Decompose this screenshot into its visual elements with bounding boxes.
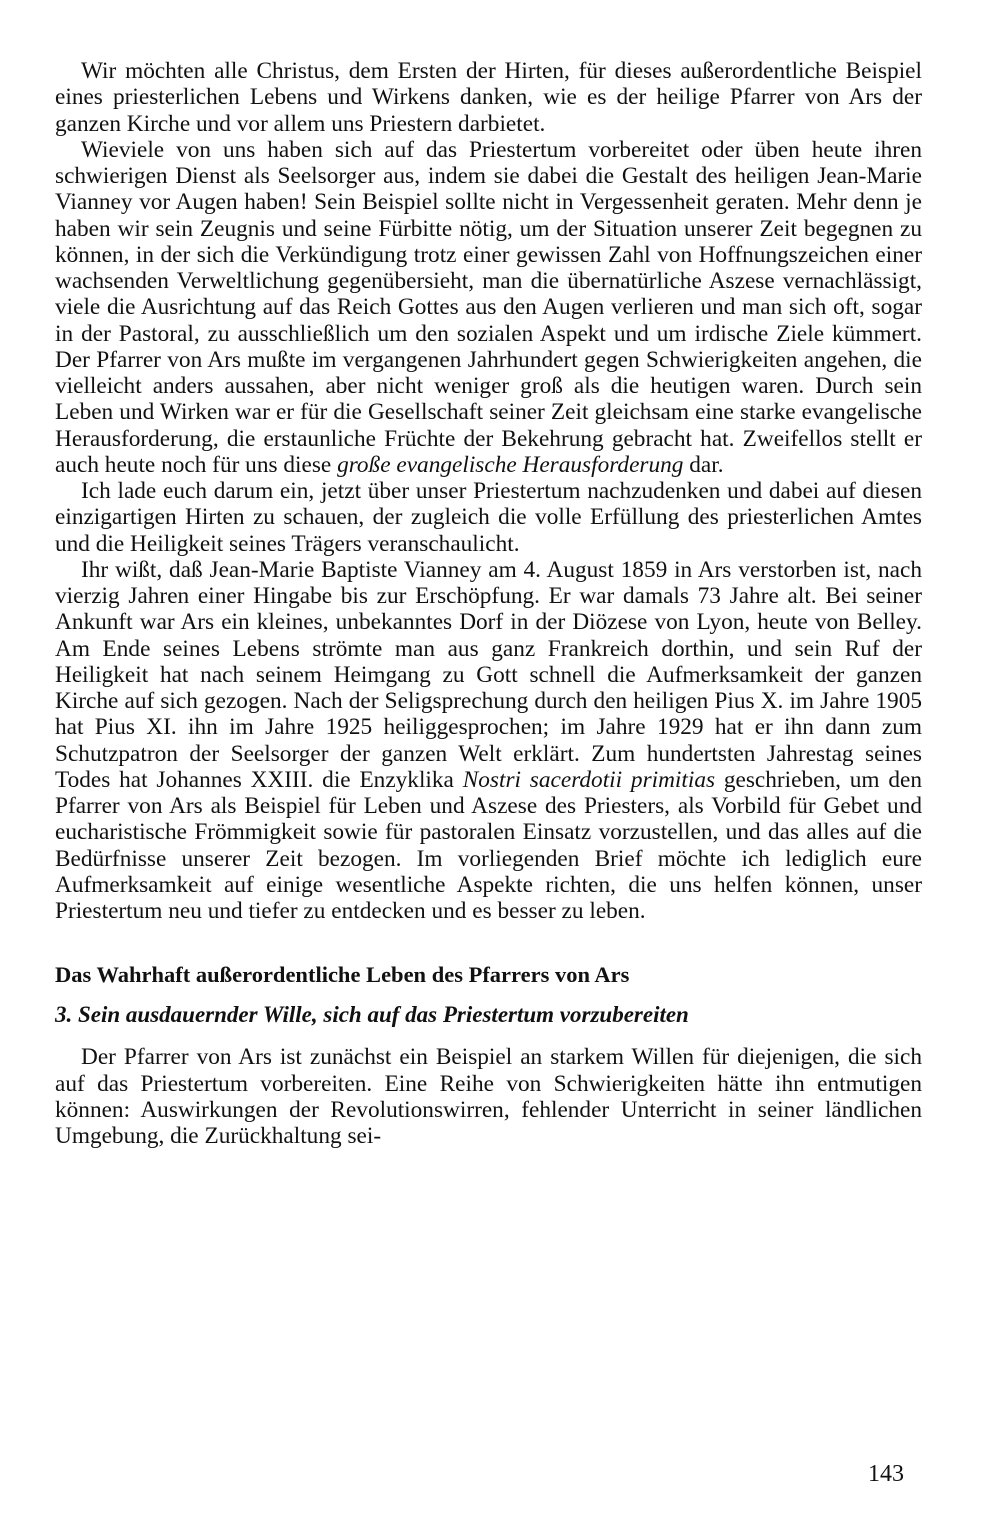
paragraph-thanks <box>55 58 922 137</box>
paragraph-biography <box>55 557 922 925</box>
paragraph-invitation-text: Ich lade euch darum ein, jetzt über unser Priestertum nachzudenken und dabei auf diesen einzigartigen Hirten zu schauen, der zugleich die volle Erfüllung des priesterlichen Amtes und die Heiligkeit seines Trägers veranschaulicht. <box>55 478 922 557</box>
paragraph-priesthood-text: Wieviele von uns haben sich auf das Priestertum vorbereitet oder üben heute ihren schwierigen Dienst als Seelsorger aus, indem sie dabei die Gestalt des heiligen Jean-Marie Vianney vor Augen haben! Sein Beispiel sollte nicht in Vergessenheit geraten. Mehr denn je haben wir sein Zeugnis und seine Fürbitte nötig, um der Situation unserer Zeit begegnen zu können, in der sich die Verkündigung trotz einer gewissen Zahl von Hoffnungszeichen einer wachsenden Verweltlichung gegenübersieht, man die übernatürliche Aszese vernachlässigt, viele die Ausrichtung auf das Reich Gottes aus den Augen verlieren und man sich oft, sogar in der Pastoral, zu ausschließlich um den sozialen Aspekt und um irdische Ziele kümmert. Der Pfarrer von Ars mußte im vergangenen Jahrhundert gegen Schwierigkeiten angehen, die vielleicht anders aussahen, aber nicht weniger groß als die heutigen waren. Durch sein Leben und Wirken war er für die Gesellschaft seiner Zeit gleichsam eine starke evangelische Herausforderung, die erstaunliche Früchte der Bekehrung gebracht hat. Zweifellos stellt er auch heute noch für uns diese <box>55 136 922 478</box>
section-heading: Das Wahrhaft außerordentliche Leben des Pfarrers von Ars <box>55 962 630 988</box>
paragraph-will <box>55 1044 922 1149</box>
document-page <box>55 58 922 1149</box>
paragraph-biography-tail: geschrieben, um den Pfarrer von Ars als Beispiel für Leben und Aszese des Priesters, als Vorbild für Gebet und eucharistische Frömmigkeit sowie für pastoralen Einsatz vorzustellen, und das alles auf die Bedürfnisse unserer Zeit bezogen. Im vorliegenden Brief möchte ich lediglich eure Aufmerksamkeit auf einige wesentliche Aspekte richten, die uns helfen können, unser Priestertum neu und tiefer zu entdecken und es besser zu leben. <box>55 766 922 924</box>
paragraph-invitation <box>55 478 922 557</box>
sub-heading: 3. Sein ausdauernder Wille, sich auf das Priestertum vorzubereiten <box>55 1002 689 1028</box>
paragraph-priesthood <box>55 137 922 478</box>
paragraph-priesthood-tail: dar. <box>683 451 724 478</box>
page-number: 143 <box>868 1461 904 1487</box>
paragraph-thanks-text: Wir möchten alle Christus, dem Ersten der Hirten, für dieses außerordentliche Beispiel eines priesterlichen Lebens und Wirkens danken, wie es der heilige Pfarrer von Ars der ganzen Kirche und vor allem uns Priestern darbietet. <box>55 58 922 137</box>
paragraph-biography-italic: Nostri sacerdotii primitias <box>462 766 716 793</box>
paragraph-biography-text: Ihr wißt, daß Jean-Marie Baptiste Vianney am 4. August 1859 in Ars verstorben ist, nach vierzig Jahren einer Hingabe bis zur Erschöpfung. Er war damals 73 Jahre alt. Bei seiner Ankunft war Ars ein kleines, unbekanntes Dorf in der Diözese von Lyon, heute von Belley. Am Ende seines Lebens strömte man aus ganz Frankreich dorthin, und sein Ruf der Heiligkeit hat nach seinem Heimgang zu Gott schnell die Aufmerksamkeit der ganzen Kirche auf sich gezogen. Nach der Seligsprechung durch den heiligen Pius X. im Jahre 1905 hat Pius XI. ihn im Jahre 1925 heiliggesprochen; im Jahre 1929 hat er ihn dann zum Schutzpatron der Seelsorger der ganzen Welt erklärt. Zum hundertsten Jahrestag seines Todes hat Johannes XXIII. die Enzyklika <box>55 556 922 793</box>
paragraph-priesthood-italic: große evangelische Herausforderung <box>337 451 684 478</box>
paragraph-will-text: Der Pfarrer von Ars ist zunächst ein Beispiel an starkem Willen für diejenigen, die sich auf das Priestertum vorbereiten. Eine Reihe von Schwierigkeiten hätte ihn entmutigen können: Auswirkungen der Revolutionswirren, fehlender Unterricht in seiner ländlichen Umgebung, die Zurückhaltung sei- <box>55 1044 922 1149</box>
